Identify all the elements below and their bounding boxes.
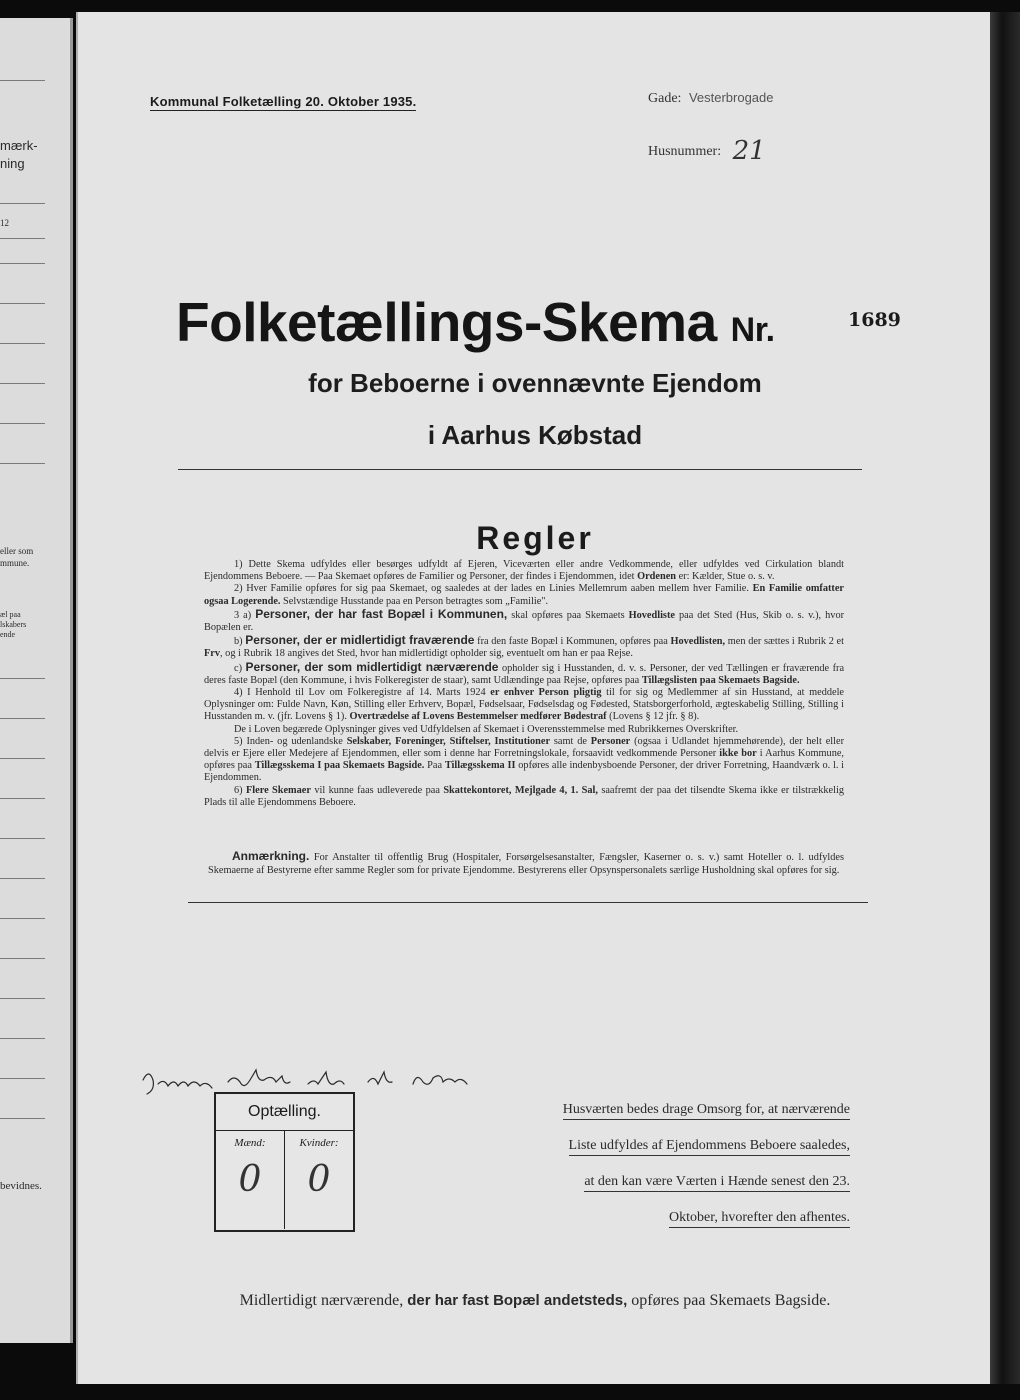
rule-1: 1) Dette Skema udfyldes eller besørges udfyldt af Ejeren, Viceværten eller andre Vedkommende, eller udfyldes ved Cirkulation blandt Ejendommens Beboere. — Paa Skemaet opføres de Familier og Personer, der findes i Ejendommen, idet Ordenen er: Kælder, Stue o. s. v. [204,559,844,583]
footer-note [78,1292,992,1310]
left-rule [0,1078,45,1079]
form-number: 1689 [848,309,901,331]
form-page [76,12,992,1384]
street-value: Vesterbrogade [688,90,774,105]
left-rule [0,1038,45,1039]
left-rule [0,798,45,799]
tally-women-label: Kvinder: [299,1137,339,1149]
notice-line: at den kan være Værten i Hænde senest den 23. [584,1173,850,1192]
divider [188,902,868,903]
footer-part: opføres paa Skemaets Bagside. [631,1292,831,1309]
left-rule [0,383,45,384]
left-rule [0,918,45,919]
tally-men-label: Mænd: [234,1137,266,1149]
left-rule [0,718,45,719]
form-title [176,290,775,354]
left-rule [0,463,45,464]
remark [208,850,844,877]
left-fragment: mmune. [0,558,30,568]
form-title-nr: Nr. [730,311,775,349]
census-header: Kommunal Folketælling 20. Oktober 1935. [150,94,417,109]
street-label: Gade: [648,91,682,106]
left-fragment: ning [0,156,25,171]
left-rule [0,263,45,264]
left-rule [0,998,45,999]
left-rule [0,678,45,679]
rule-3c: c) Personer, der som midlertidigt nærværende opholder sig i Husstanden, d. v. s. Personer, der ved Tællingen er fraværende fra deres faste Bopæl (den Kommune, i hvis Folkeregister de staar), samt Udlændinge paa Rejse, opføres paa Tillægslisten paa Skemaets Bagside. [204,659,845,686]
divider [178,469,862,470]
left-rule [0,423,45,424]
left-fragment: eller som [0,546,34,556]
remark-label: Anmærkning. [232,849,310,863]
tally-title: Optælling. [216,1094,353,1131]
form-title-main: Folketællings-Skema [176,291,717,353]
rule-2: 2) Hver Familie opføres for sig paa Skemaet, og saaledes at der lades en Linies Mellemrum aaben mellem hver Familie. En Familie omfatter ogsaa Logerende. Selvstændige Husstande paa en Person betragtes som „Familie". [204,583,845,607]
landlord-notice [510,1092,850,1236]
remark-text: For Anstalter til offentlig Brug (Hospitaler, Forsørgelsesanstalter, Fængsler, Kaserner o. s. v.) samt Hoteller o. l. udfyldes Skemaerne af Bestyrerne efter samme Regler som for private Ejendomme. Bestyrerens eller Opsynspersonalets særlige Husholdning skal opføres for sig. [208,852,845,876]
tally-women [284,1131,353,1229]
notice-line: Oktober, hvorefter den afhentes. [669,1209,850,1228]
left-fragment: 12 [0,218,9,228]
house-number-value: 21 [732,136,766,166]
house-number-label: Husnummer: [648,144,722,159]
page-edge [990,12,1020,1384]
left-rule [0,203,45,204]
left-rule [0,80,45,81]
tally-box [214,1092,355,1232]
rule-4: 4) I Henhold til Lov om Folkeregistre af 14. Marts 1924 er enhver Person pligtig til for sig og Medlemmer af sin Husstand, at meddele Oplysninger om: Fulde Navn, Køn, Stilling eller Erhverv, Bopæl, Fødselsaar, Fødselsdag og Fødested, Statsborgerforhold, ægteskabelig Stilling, Stilling i Husstanden m. v. (jfr. Lovens § 1). Overtrædelse af Lovens Bestemmelser medfører Bødestraf (Lovens § 12 jfr. § 8). [204,687,845,723]
left-rule [0,343,45,344]
left-rule [0,238,45,239]
left-fragment: bevidnes. [0,1180,42,1192]
left-rule [0,303,45,304]
rule-5: 5) Inden- og udenlandske Selskaber, Foreninger, Stiftelser, Institutioner samt de Personer (ogsaa i Udlandet hjemmehørende), der helt eller delvis er Ejere eller Medejere af Ejendommen, eller som i denne har Forretningslokale, forsaavidt vedkommende Personer ikke bor i Aarhus Kommune, opføres paa Tillægsskema I paa Skemaets Bagside. Paa Tillægsskema II opføres alle indenbysboende Personer, der driver Forretning, Haandværk o. l. i Ejendommen. [204,735,845,784]
left-rule [0,878,45,879]
left-fragment: ende [0,630,16,639]
left-rule [0,758,45,759]
left-fragment: lskabers [0,620,27,629]
rule-6: 6) Flere Skemaer vil kunne faas udleverede paa Skattekontoret, Mejlgade 4, 1. Sal, saafremt der paa det tilsendte Skema ikke er tilstrækkelig Plads til alle Ejendommens Beboere. [204,784,844,808]
left-rule [0,1118,45,1119]
rule-3a: 3 a) Personer, der har fast Bopæl i Kommunen, skal opføres paa Skemaets Hovedliste paa det Sted (Hus, Skib o. s. v.), hvor Bopælen er. [204,606,845,634]
footer-part-bold: der har fast Bopæl andetsteds, [407,1292,628,1309]
rule-4-cont: De i Loven begærede Oplysninger gives ved Udfyldelsen af Skemaet i Overensstemmelse med Rubrikkernes Overskrifter. [234,723,739,735]
handwritten-note [138,1060,528,1078]
left-fragment: mærk- [0,138,38,153]
left-rule [0,838,45,839]
rules-heading: Regler [476,520,594,556]
house-number-field [648,132,766,166]
footer-part: Midlertidigt nærværende, [239,1292,404,1309]
rule-3b: b) Personer, der er midlertidigt fraværende fra den faste Bopæl i Kommunen, opføres paa Hovedlisten, men der sættes i Rubrik 2 et Frv, og i Rubrik 18 angives det Sted, hvor han midlertidigt opholder sig, eventuelt om han er paa Rejse. [204,633,844,660]
notice-line: Liste udfyldes af Ejendommens Beboere saaledes, [569,1137,850,1156]
tally-women-value: 0 [307,1159,331,1200]
form-subtitle: for Beboerne i ovennævnte Ejendom [308,368,762,398]
notice-line: Husværten bedes drage Omsorg for, at nærværende [563,1101,850,1120]
rules-text [204,559,844,809]
tally-men [216,1131,284,1229]
left-fragment: æl paa [0,610,21,619]
street-field [648,90,774,107]
left-rule [0,958,45,959]
tally-men-value: 0 [238,1159,262,1200]
left-page-fragment [0,18,73,1343]
form-subtitle-city: i Aarhus Købstad [427,420,643,450]
